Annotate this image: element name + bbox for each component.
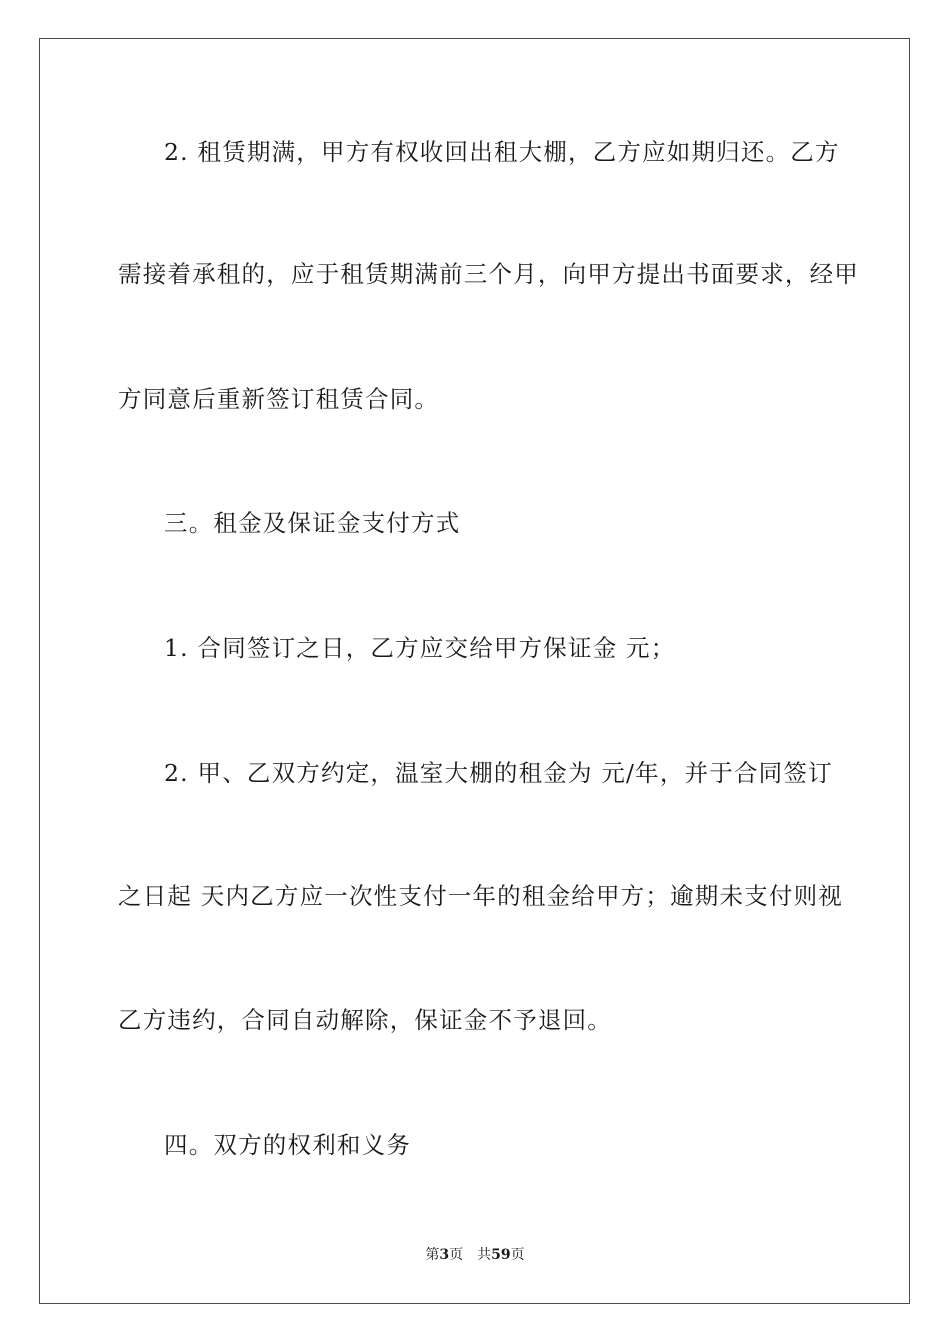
paragraph-line-2: 需接着承租的，应于租赁期满前三个月，向甲方提出书面要求，经甲: [118, 260, 859, 288]
page-suffix: 页: [449, 1247, 464, 1263]
total-prefix: 共: [477, 1247, 492, 1263]
paragraph-line-6: 2. 甲、乙双方约定，温室大棚的租金为 元/年，并于合同签订: [164, 759, 833, 787]
paragraph-line-7: 之日起 天内乙方应一次性支付一年的租金给甲方；逾期未支付则视: [118, 882, 843, 910]
paragraph-line-1: 2. 租赁期满，甲方有权收回出租大棚，乙方应如期归还。乙方: [164, 138, 840, 166]
section-heading-rights-obligations: 四。双方的权利和义务: [164, 1131, 411, 1159]
section-heading-rent-deposit: 三。租金及保证金支付方式: [164, 509, 461, 537]
page-footer: [0, 1246, 950, 1264]
total-suffix: 页: [510, 1247, 525, 1263]
page-prefix: 第: [425, 1247, 440, 1263]
page-number: 3: [439, 1247, 450, 1263]
total-pages: 59: [491, 1247, 511, 1263]
paragraph-line-8: 乙方违约，合同自动解除，保证金不予退回。: [118, 1006, 612, 1034]
paragraph-line-3: 方同意后重新签订租赁合同。: [118, 385, 440, 413]
page-border: [39, 38, 910, 1304]
paragraph-line-5: 1. 合同签订之日，乙方应交给甲方保证金 元；: [164, 634, 676, 662]
